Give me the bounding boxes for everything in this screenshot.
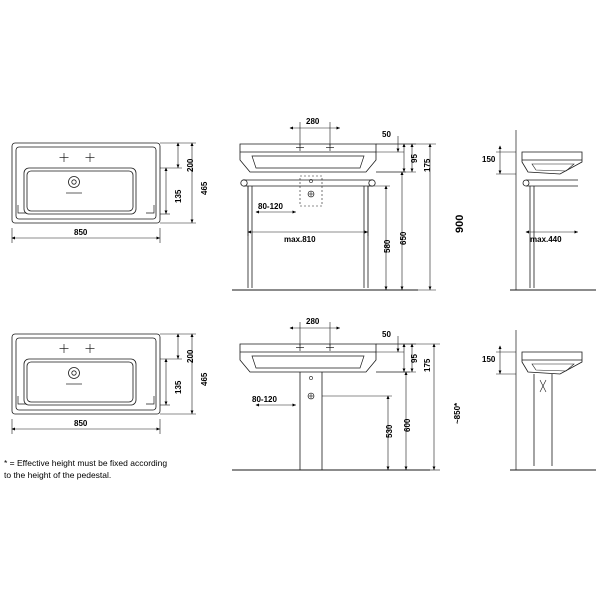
dim-label-850-bottom: 850: [74, 419, 88, 428]
dim-label-465-bottom: 465: [200, 372, 209, 386]
dim-label-50-top: 50: [382, 130, 391, 139]
footnote-line-2: to the height of the pedestal.: [4, 470, 112, 480]
dim-label-465-top: 465: [200, 181, 209, 195]
dim-label-95-top: 95: [410, 154, 419, 163]
front-elevation-lower-geometry: [232, 344, 430, 470]
side-elevation-upper-dimensions: [496, 146, 578, 232]
dim-label-280-top: 280: [306, 117, 320, 126]
dim-label-650: 650: [399, 231, 408, 245]
dim-label-135-top: 135: [174, 189, 183, 203]
dim-label-280-bottom: 280: [306, 317, 320, 326]
dim-label-150-top: 150: [482, 155, 496, 164]
dim-label-175-top: 175: [423, 158, 432, 172]
plan-view-upper-dimensions: [12, 143, 196, 243]
dim-label-530: 530: [385, 424, 394, 438]
dim-label-80-120-bottom: 80-120: [252, 395, 277, 404]
dim-label-850-top: 850: [74, 228, 88, 237]
dim-label-150-bottom: 150: [482, 355, 496, 364]
dim-label-50-bottom: 50: [382, 330, 391, 339]
dim-label-135-bottom: 135: [174, 380, 183, 394]
plan-view-upper-geometry: [12, 143, 160, 223]
side-elevation-upper-geometry: [510, 130, 596, 290]
dim-label-175-bottom: 175: [423, 358, 432, 372]
side-elevation-lower-dimensions: [496, 346, 516, 374]
dim-label-200-top: 200: [186, 158, 195, 172]
dim-label-600: 600: [403, 418, 412, 432]
dim-label-max810: max.810: [284, 235, 316, 244]
plan-view-lower-geometry: [12, 334, 160, 414]
dim-label-580: 580: [383, 239, 392, 253]
footnote-line-1: * = Effective height must be fixed according: [4, 458, 168, 468]
side-elevation-lower-geometry: [510, 330, 596, 470]
dim-label-200-bottom: 200: [186, 349, 195, 363]
dim-label-max440: max.440: [530, 235, 562, 244]
front-elevation-upper-geometry: [232, 144, 418, 290]
plan-view-lower-dimensions: [12, 334, 196, 434]
dim-label-80-120-top: 80-120: [258, 202, 283, 211]
dim-label-95-bottom: 95: [410, 354, 419, 363]
dim-label-850-effective: ~850*: [453, 402, 462, 424]
dim-label-900: 900: [454, 214, 466, 233]
